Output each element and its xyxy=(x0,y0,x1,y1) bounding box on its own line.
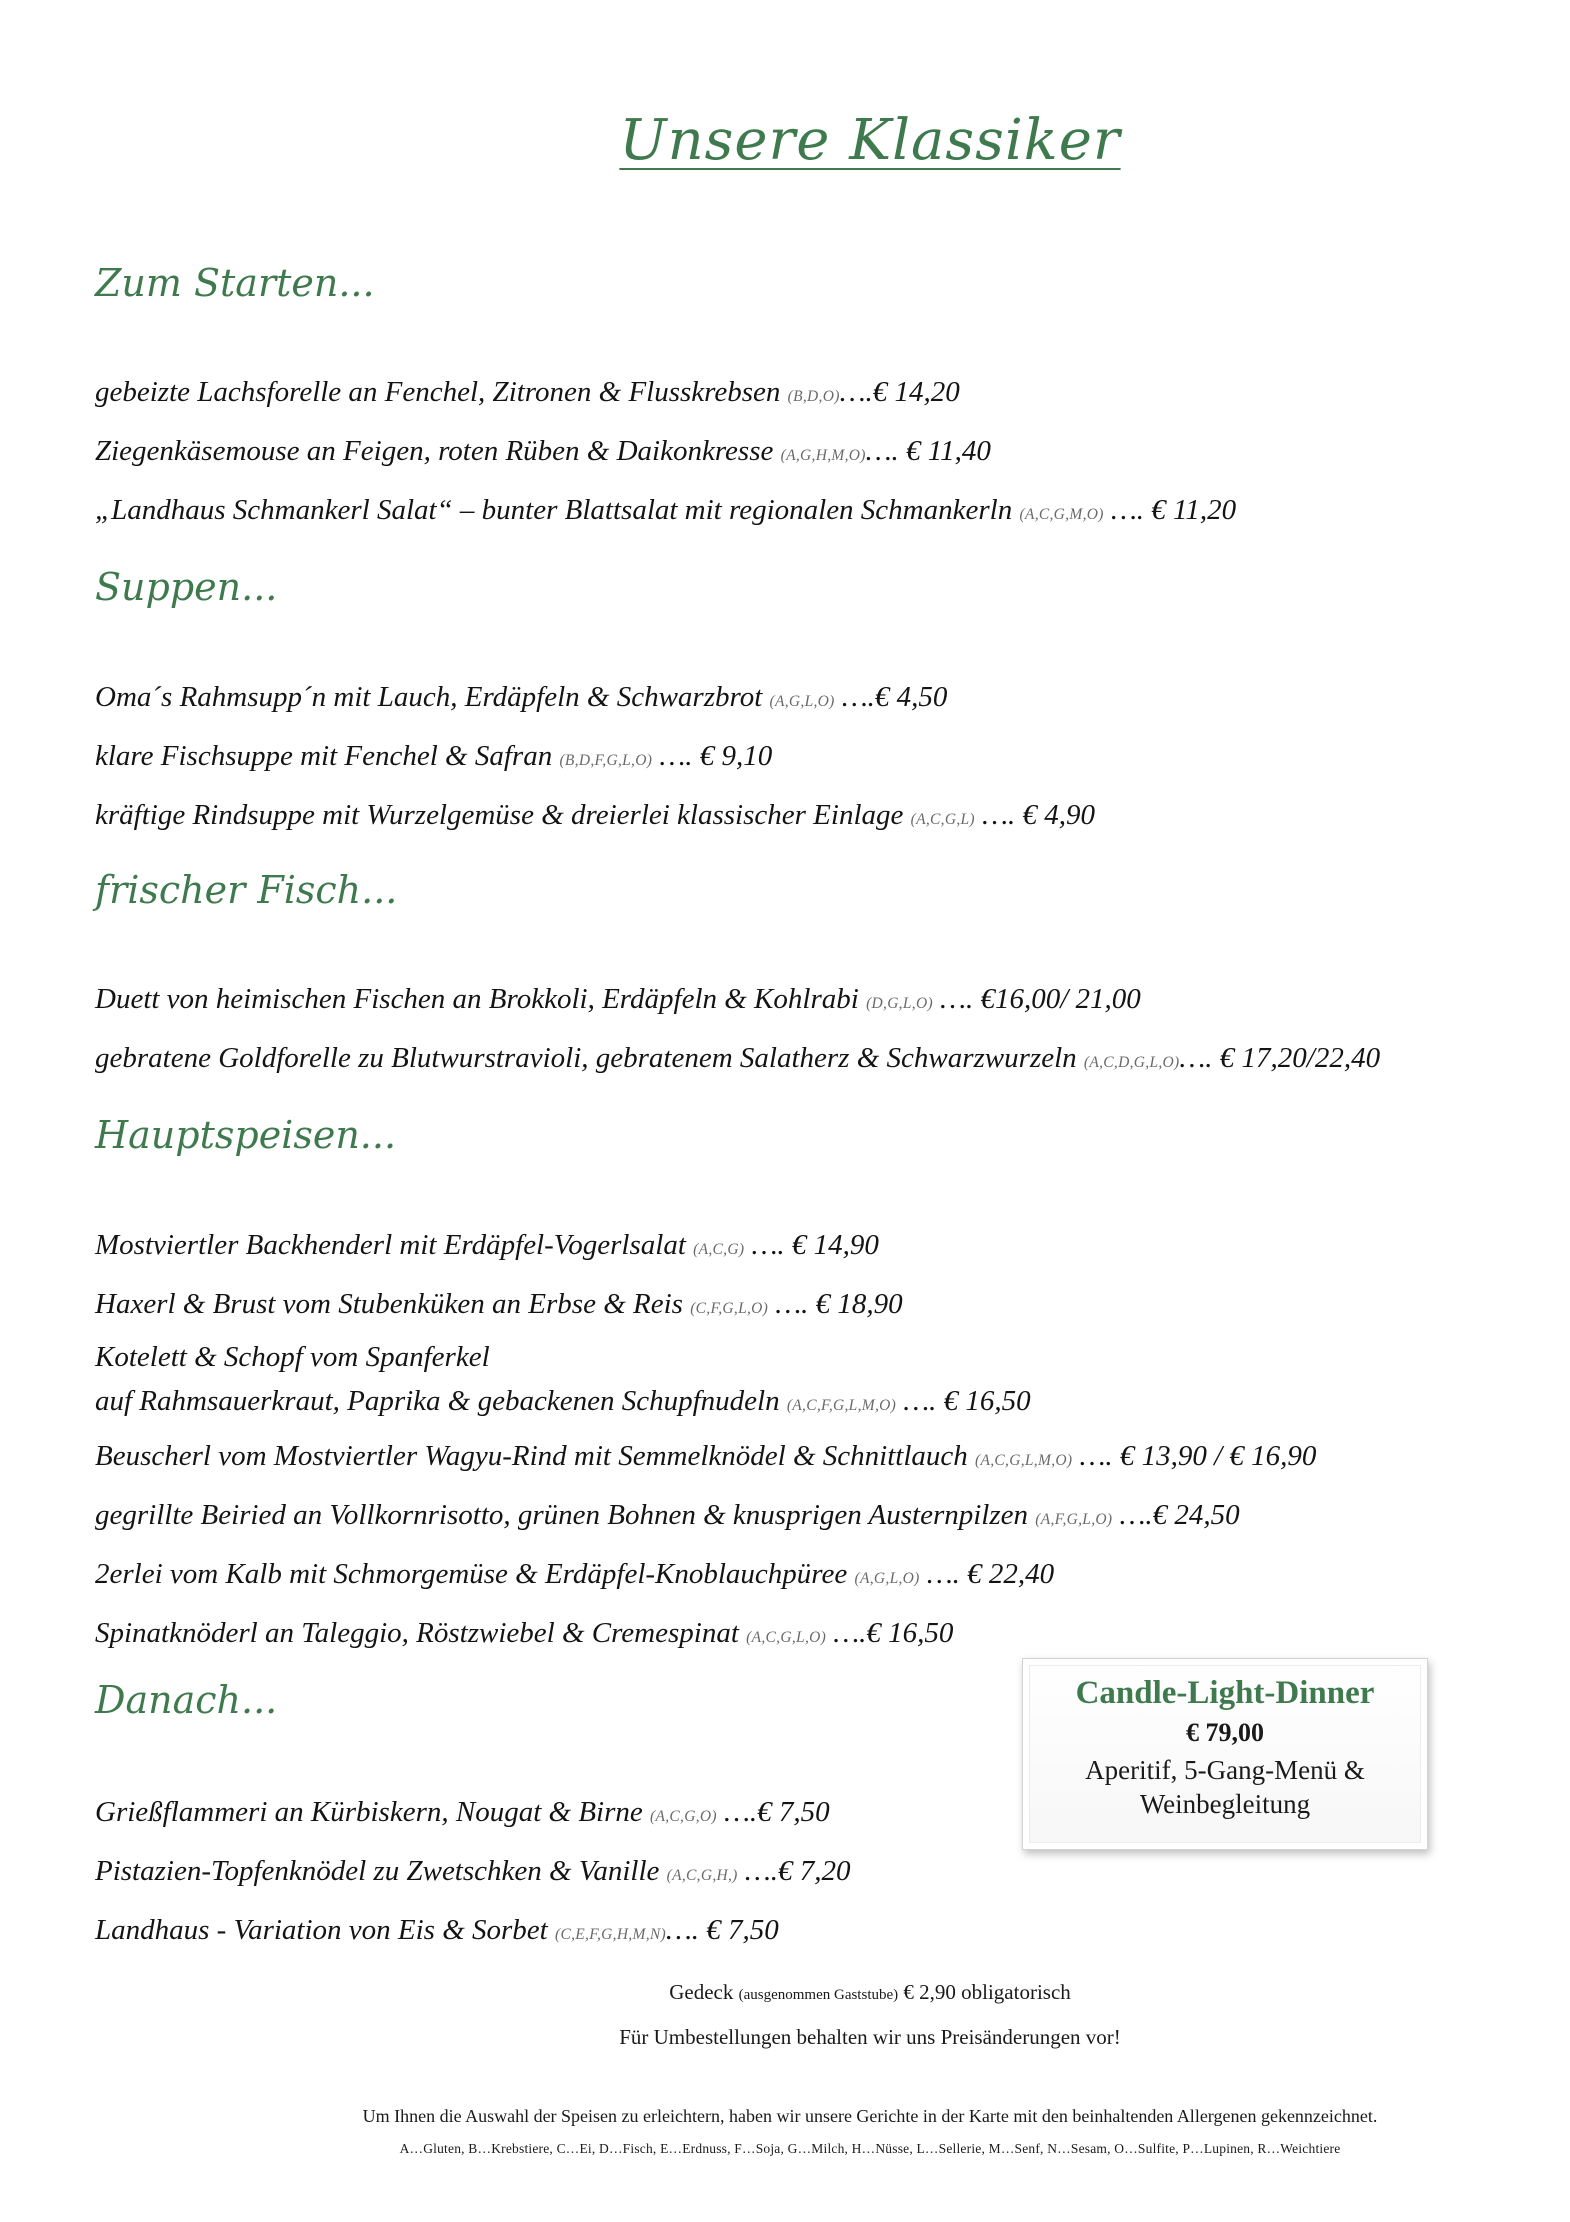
section-heading-soups: Suppen... xyxy=(95,565,278,609)
section-starters xyxy=(95,258,1515,542)
menu-item xyxy=(95,1903,1035,1962)
section-desserts xyxy=(95,1675,1035,1962)
candle-light-dinner-box xyxy=(1022,1658,1428,1850)
price-change-note: Für Umbestellungen behalten wir uns Preisänderungen vor! xyxy=(619,2025,1121,2049)
section-soups xyxy=(95,562,1515,847)
cover-charge-price: € 2,90 obligatorisch xyxy=(898,1980,1071,2004)
mains-list xyxy=(95,1218,1515,1665)
menu-item xyxy=(95,670,1515,729)
allergen-codes: (A,C,G,H,) xyxy=(666,1867,738,1884)
dish-price: …. € 17,20/22,40 xyxy=(1179,1042,1381,1074)
cover-charge-exception: (ausgenommen Gaststube) xyxy=(738,1987,899,2003)
menu-item xyxy=(95,1031,1515,1090)
dish-name: Grießflammeri an Kürbiskern, Nougat & Birne xyxy=(95,1796,651,1828)
promo-description: Aperitif, 5-Gang-Menü & Weinbegleitung xyxy=(1085,1755,1365,1819)
allergen-codes: (A,C,G) xyxy=(693,1241,745,1258)
menu-item xyxy=(95,729,1515,788)
allergen-codes: (A,G,H,M,O) xyxy=(780,447,866,464)
allergen-codes: (A,C,G,L,O) xyxy=(746,1629,827,1646)
dish-price: ….€ 7,20 xyxy=(737,1855,851,1887)
dish-name: gebeizte Lachsforelle an Fenchel, Zitronen & Flusskrebsen xyxy=(95,376,788,408)
dish-name: Duett von heimischen Fischen an Brokkoli, Erdäpfeln & Kohlrabi xyxy=(95,983,867,1015)
menu-item xyxy=(95,1844,1035,1903)
section-heading-starters: Zum Starten... xyxy=(95,261,375,305)
allergen-note: Um Ihnen die Auswahl der Speisen zu erleichtern, haben wir unsere Gerichte in der Karte mit den beinhaltenden Allergenen gekennzeichnet. xyxy=(362,2106,1378,2126)
menu-item xyxy=(95,972,1515,1031)
menu-item xyxy=(95,424,1515,483)
dish-name: Spinatknöderl an Taleggio, Röstzwiebel & Cremespinat xyxy=(95,1617,747,1649)
dish-name: gebratene Goldforelle zu Blutwurstravioli, gebratenem Salatherz & Schwarzwurzeln xyxy=(95,1042,1084,1074)
dish-name: Beuscherl vom Mostviertler Wagyu-Rind mit Semmelknödel & Schnittlauch xyxy=(95,1440,975,1472)
menu-item xyxy=(95,1218,1515,1277)
dish-name: klare Fischsuppe mit Fenchel & Safran xyxy=(95,740,560,772)
allergen-codes: (C,F,G,L,O) xyxy=(690,1300,769,1317)
allergen-codes: (B,D,O) xyxy=(787,388,840,405)
section-heading-fish: frischer Fisch... xyxy=(95,868,398,912)
dish-name: 2erlei vom Kalb mit Schmorgemüse & Erdäpfel-Knoblauchpüree xyxy=(95,1558,855,1590)
promo-price: € 79,00 xyxy=(1186,1718,1264,1747)
dish-name: auf Rahmsauerkraut, Paprika & gebackenen Schupfnudeln xyxy=(95,1385,787,1417)
menu-item xyxy=(95,1429,1515,1488)
cover-charge-note xyxy=(0,1980,1570,2005)
desserts-list xyxy=(95,1785,1035,1962)
allergen-legend: A…Gluten, B…Krebstiere, C…Ei, D…Fisch, E…Erdnuss, F…Soja, G…Milch, H…Nüsse, L…Sellerie, M…Senf, N…Sesam, O…Sulfite, P…Lupinen, R…Weichtiere xyxy=(399,2141,1341,2156)
dish-name: Mostviertler Backhenderl mit Erdäpfel-Vogerlsalat xyxy=(95,1229,694,1261)
dish-price: …. € 11,20 xyxy=(1103,494,1237,526)
dish-price: …. € 22,40 xyxy=(919,1558,1055,1590)
dish-price: ….€ 4,50 xyxy=(834,681,948,713)
allergen-codes: (A,C,G,L) xyxy=(910,811,975,828)
menu-item xyxy=(95,483,1515,542)
dish-price: ….€ 24,50 xyxy=(1112,1499,1240,1531)
dish-price: ….€ 14,20 xyxy=(839,376,960,408)
section-heading-mains: Hauptspeisen... xyxy=(95,1113,397,1157)
menu-item xyxy=(95,365,1515,424)
dish-name: Landhaus - Variation von Eis & Sorbet xyxy=(95,1914,555,1946)
allergen-codes: (D,G,L,O) xyxy=(866,995,933,1012)
section-heading-desserts: Danach... xyxy=(95,1678,278,1722)
allergen-codes: (A,G,L,O) xyxy=(769,693,835,710)
menu-item xyxy=(95,1277,1515,1336)
section-fish xyxy=(95,865,1515,1090)
dish-price: …. € 7,50 xyxy=(665,1914,779,1946)
dish-name: Haxerl & Brust vom Stubenküken an Erbse & Reis xyxy=(95,1288,691,1320)
starters-list xyxy=(95,365,1515,542)
allergen-codes: (A,C,G,O) xyxy=(650,1808,717,1825)
dish-price: …. € 9,10 xyxy=(652,740,773,772)
menu-item xyxy=(95,1785,1035,1844)
dish-name: Oma´s Rahmsupp´n mit Lauch, Erdäpfeln & Schwarzbrot xyxy=(95,681,770,713)
dish-price: …. € 16,50 xyxy=(896,1385,1031,1417)
menu-item xyxy=(95,1606,1515,1665)
allergen-codes: (A,C,G,L,M,O) xyxy=(975,1452,1073,1469)
dish-price: …. € 18,90 xyxy=(768,1288,903,1320)
dish-name: gegrillte Beiried an Vollkornrisotto, grünen Bohnen & knusprigen Austernpilzen xyxy=(95,1499,1036,1531)
dish-price: …. € 14,90 xyxy=(744,1229,879,1261)
dish-price: ….€ 7,50 xyxy=(716,1796,830,1828)
allergen-codes: (A,C,D,G,L,O) xyxy=(1083,1054,1180,1071)
allergen-codes: (C,E,F,G,H,M,N) xyxy=(554,1926,666,1943)
dish-name: kräftige Rindsuppe mit Wurzelgemüse & dreierlei klassischer Einlage xyxy=(95,799,911,831)
dish-price: …. €16,00/ 21,00 xyxy=(932,983,1141,1015)
cover-charge-label: Gedeck xyxy=(669,1980,739,2004)
menu-item xyxy=(95,1547,1515,1606)
allergen-codes: (A,F,G,L,O) xyxy=(1035,1511,1113,1528)
dish-name-second-line xyxy=(95,1378,1515,1429)
menu-item xyxy=(95,1336,1515,1429)
dish-price: ….€ 16,50 xyxy=(826,1617,954,1649)
soups-list xyxy=(95,670,1515,847)
allergen-codes: (B,D,F,G,L,O) xyxy=(559,752,653,769)
dish-name-first-line: Kotelett & Schopf vom Spanferkel xyxy=(95,1341,490,1373)
allergen-codes: (A,C,F,G,L,M,O) xyxy=(786,1397,897,1414)
fish-list xyxy=(95,972,1515,1090)
menu-item xyxy=(95,1488,1515,1547)
section-mains xyxy=(95,1110,1515,1665)
dish-price: …. € 11,40 xyxy=(865,435,991,467)
dish-name: Ziegenkäsemouse an Feigen, roten Rüben & Daikonkresse xyxy=(95,435,781,467)
promo-title: Candle-Light-Dinner xyxy=(1075,1675,1375,1711)
dish-name: Pistazien-Topfenknödel zu Zwetschken & Vanille xyxy=(95,1855,667,1887)
allergen-codes: (A,G,L,O) xyxy=(854,1570,920,1587)
allergen-codes: (A,C,G,M,O) xyxy=(1019,506,1104,523)
page-title: Unsere Klassiker xyxy=(619,108,1121,173)
dish-price: …. € 13,90 / € 16,90 xyxy=(1072,1440,1317,1472)
dish-name: „Landhaus Schmankerl Salat“ – bunter Blattsalat mit regionalen Schmankerln xyxy=(95,494,1020,526)
menu-item xyxy=(95,788,1515,847)
dish-price: …. € 4,90 xyxy=(974,799,1095,831)
